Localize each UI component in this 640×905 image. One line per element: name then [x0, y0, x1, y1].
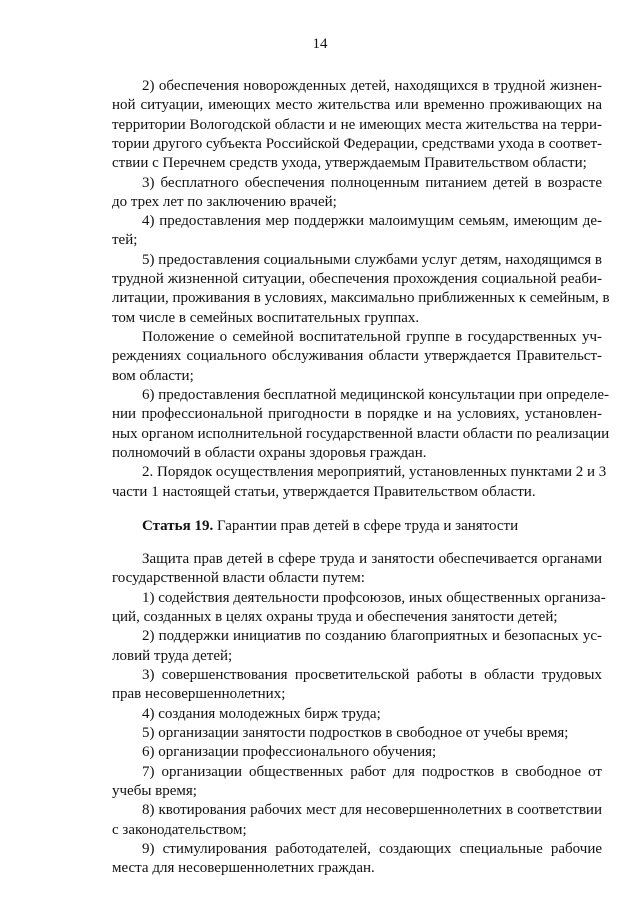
text-line: 2. Порядок осуществления мероприятий, установленных пунктами 2 и 3: [142, 464, 607, 480]
article-number: Статья 19.: [142, 518, 214, 534]
text-line: места для несовершеннолетних граждан.: [112, 860, 375, 876]
text-line: полномочий в области охраны здоровья граждан.: [112, 445, 427, 461]
text-line: территории Вологодской области и не имеющих места жительства на терри-: [112, 117, 602, 133]
text-line: 2) обеспечения новорожденных детей, находящихся в трудной жизнен-: [142, 78, 602, 94]
text-line: нии профессиональной пригодности в порядке и на условиях, установлен-: [112, 406, 602, 422]
text-line: прав несовершеннолетних;: [112, 686, 286, 702]
text-line: 9) стимулирования работодателей, создающих специальные рабочие: [142, 841, 602, 857]
text-line: части 1 настоящей статьи, утверждается Правительством области.: [112, 484, 536, 500]
text-line: 2) поддержки инициатив по созданию благоприятных и безопасных ус-: [142, 628, 602, 644]
text-line: государственной власти области путем:: [112, 570, 365, 586]
text-line: Защита прав детей в сфере труда и занятости обеспечивается органами: [142, 551, 602, 567]
text-line: литации, проживания в условиях, максимально приближенных к семейным, в: [112, 290, 610, 306]
text-line: 1) содействия деятельности профсоюзов, иных общественных организа-: [142, 590, 606, 606]
text-line: ловий труда детей;: [112, 648, 233, 664]
text-line: 7) организации общественных работ для подростков в свободное от: [142, 764, 602, 780]
text-line: том числе в семейных воспитательных группах.: [112, 310, 420, 326]
text-line: ных органом исполнительной государственной власти области по реализации: [112, 426, 610, 442]
text-line: 6) организации профессионального обучения;: [142, 744, 437, 760]
text-line: 3) совершенствования просветительской работы в области трудовых: [142, 667, 602, 683]
text-line: с законодательством;: [112, 822, 247, 838]
text-line: ной ситуации, имеющих место жительства или временно проживающих на: [112, 97, 602, 113]
page-number: 14: [312, 36, 328, 52]
article-heading: [142, 517, 518, 535]
text-line: ствии с Перечнем средств ухода, утверждаемым Правительством области;: [112, 155, 587, 171]
text-line: трудной жизненной ситуации, обеспечения прохождения социальной реаби-: [112, 271, 602, 287]
text-line: 3) бесплатного обеспечения полноценным питанием детей в возрасте: [142, 175, 602, 191]
text-line: Положение о семейной воспитательной группе в государственных уч-: [142, 329, 602, 345]
text-line: до трех лет по заключению врачей;: [112, 194, 337, 210]
text-line: вом области;: [112, 368, 194, 384]
text-line: тей;: [112, 232, 138, 248]
text-line: 4) предоставления мер поддержки малоимущим семьям, имеющим де-: [142, 213, 602, 229]
text-line: 8) квотирования рабочих мест для несовершеннолетних в соответствии: [142, 802, 602, 818]
text-line: 5) предоставления социальными службами услуг детям, находящимся в: [142, 252, 602, 268]
text-line: 4) создания молодежных бирж труда;: [142, 706, 381, 722]
text-line: 5) организации занятости подростков в свободное от учебы время;: [142, 725, 569, 741]
text-line: ций, созданных в целях охраны труда и обеспечения занятости детей;: [112, 609, 558, 625]
article-title: Гарантии прав детей в сфере труда и занятости: [216, 518, 519, 534]
text-line: учебы время;: [112, 783, 197, 799]
text-line: тории другого субъекта Российской Федерации, средствами ухода в соответ-: [112, 136, 602, 152]
text-line: 6) предоставления бесплатной медицинской консультации при определе-: [142, 387, 609, 403]
text-line: реждениях социального обслуживания области утверждается Правительст-: [112, 348, 602, 364]
